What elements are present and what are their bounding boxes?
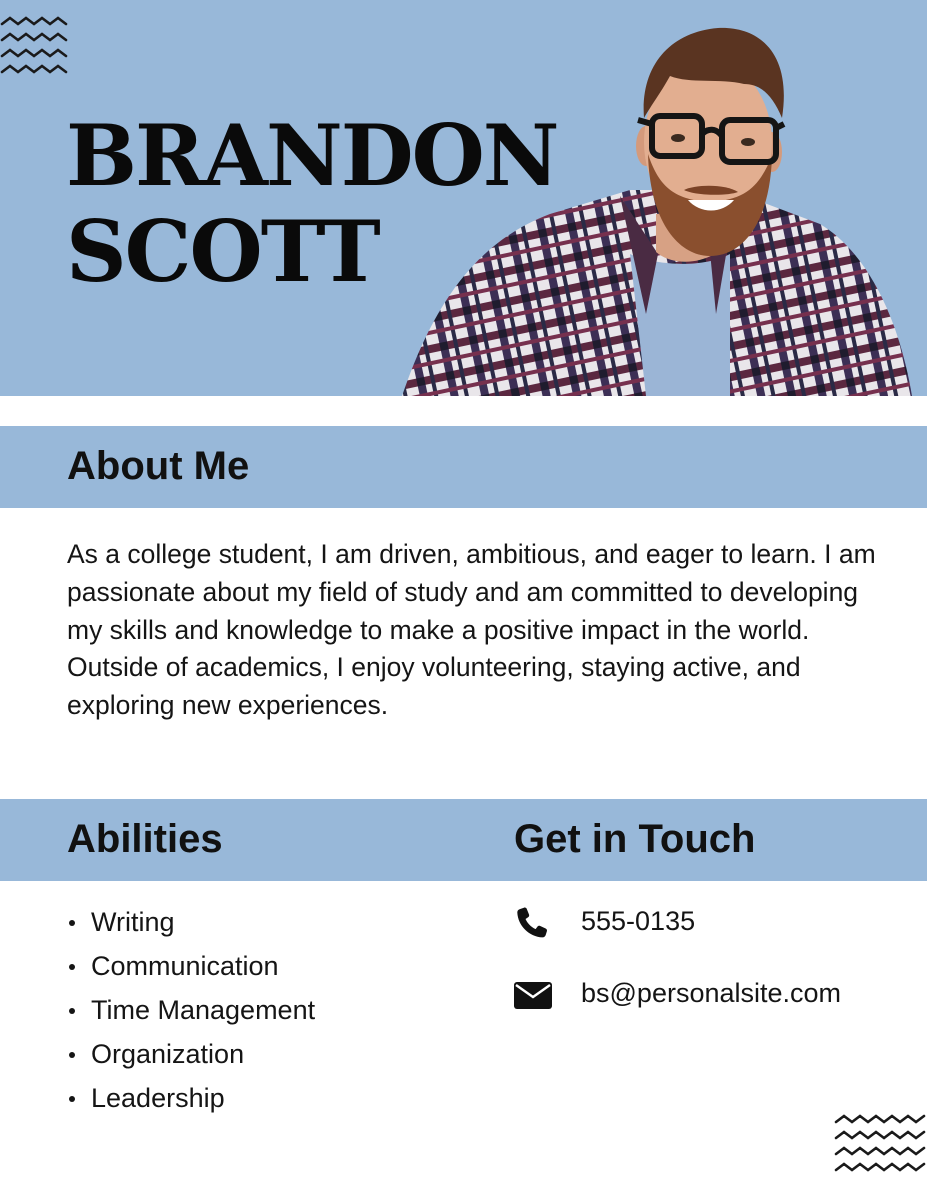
- ability-item: Communication: [67, 944, 315, 988]
- abilities-heading: Abilities: [67, 817, 223, 861]
- about-heading: About Me: [67, 444, 250, 488]
- first-name: BRANDON: [66, 106, 558, 205]
- abilities-list: [67, 900, 315, 1120]
- phone-number: 555-0135: [581, 906, 696, 936]
- ability-item: Leadership: [67, 1076, 315, 1120]
- ability-item: Time Management: [67, 988, 315, 1032]
- envelope-icon: [514, 980, 552, 1010]
- wave-pattern-icon: [0, 16, 68, 80]
- last-name: SCOTT: [66, 202, 379, 301]
- wave-pattern-icon: [834, 1114, 927, 1178]
- ability-item: Writing: [67, 900, 315, 944]
- about-text: As a college student, I am driven, ambitious, and eager to learn. I am passionate about my field of study and am committed to developing my skills and knowledge to make a positive impact in the world. Outside of academics, I enjoy volunteering, staying active, and exploring new experiences.: [67, 539, 876, 721]
- phone-icon: [514, 905, 550, 941]
- portrait-photo: [400, 14, 914, 396]
- header: [0, 0, 927, 396]
- contact-heading: Get in Touch: [514, 817, 756, 861]
- abilities-contact-band: [0, 799, 927, 881]
- about-heading-band: [0, 426, 927, 508]
- email-address: bs@personalsite.com: [581, 978, 842, 1008]
- ability-item: Organization: [67, 1032, 315, 1076]
